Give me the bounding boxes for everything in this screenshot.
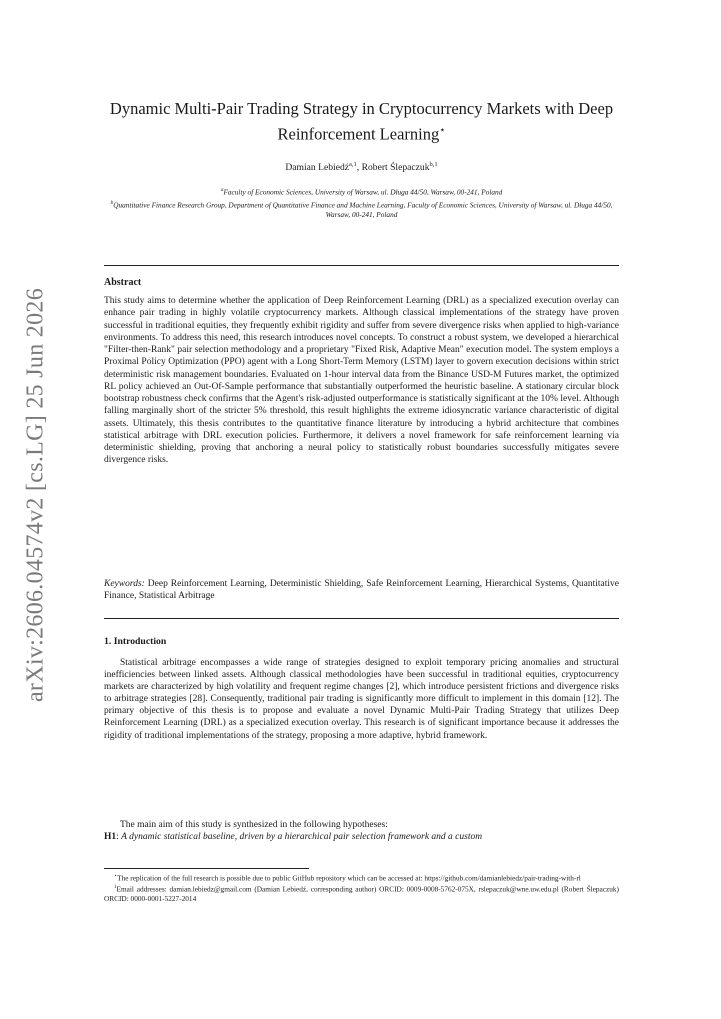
arxiv-identifier-text: arXiv:2606.04574v2 [cs.LG] 25 Jun 2026 [22,287,49,703]
arxiv-identifier-stamp [16,287,56,703]
abstract-bottom-rule [104,618,619,619]
keywords-label: Keywords: [104,579,145,589]
footnote-rule [104,868,309,869]
footnote-text: Email addresses: damian.lebiedz@gmail.com (Damian Lebiedź, corresponding author) ORCID: 0009-0008-5762-075X, rslepaczuk@wne.uw.edu.pl (Robert Ślepaczuk) ORCID: 0000-0001-5227-2014 [104,884,619,904]
hypothesis-separator: : [116,832,122,842]
hypothesis-h1 [104,831,619,843]
author-list [104,158,619,175]
hypothesis-label: H1 [104,832,117,842]
footnote-mark: 1 [114,885,117,891]
affiliation-text: Quantitative Finance Research Group, Department of Quantitative Finance and Machine Learning, Faculty of Economic Sciences, University of Warsaw, ul. Długa 44/50, Warsaw, 00-241, Poland [113,200,613,220]
author-name: Robert Ślepaczuk [361,162,430,174]
author-sup: b,1 [429,161,438,168]
section-heading-introduction: 1. Introduction [104,636,167,647]
keywords [104,578,619,603]
footnotes [104,872,619,904]
main-aim-sentence: The main aim of this study is synthesized in the following hypotheses: [120,820,388,830]
abstract-heading: Abstract [104,277,142,288]
abstract-text: This study aims to determine whether the application of Deep Reinforcement Learning (DRL) as a specialized execution overlay can enhance pair trading in highly volatile cryptocurrency markets. Although classical implementations of the strategy have proven successful in traditional equities, they frequently exhibit rigidity and suffer from severe divergence risks when applied to high-variance environments. To address this need, this research introduces novel concepts. To construct a robust system, we developed a hierarchical "Filter-then-Rank" pair selection methodology and a proprietary "Fixed Risk, Adaptive Mean" execution model. The system employs a Proximal Policy Optimization (PPO) agent with a Long Short-Term Memory (LSTM) layer to govern execution decisions within strict deterministic risk management boundaries. Evaluated on 1-hour interval data from the Binance USD-M Futures market, the optimized RL policy achieved an Out-Of-Sample performance that substantially outperformed the heuristic baseline. A stationary circular block bootstrap robustness check confirms that the Agent's risk-adjusted outperformance is statistically significant at the 10% level. Although falling marginally short of the stricter 5% threshold, this result highlights the extreme idiosyncratic variance characteristic of digital assets. Ultimately, this thesis contributes to the quantitative finance literature by introducing a hybrid architecture that combines statistical arbitrage with DRL execution policies. Furthermore, it delivers a novel framework for safe reinforcement learning via deterministic shielding, proving that anchoring a neural policy to statistically robust boundaries successfully mitigates severe divergence risks. [104,296,619,466]
footnote-mark: ⋆ [114,874,118,879]
affiliation-text: Faculty of Economic Sciences, University of Warsaw, ul. Długa 44/50, Warsaw, 00-241, Poland [223,187,503,197]
footnote-text: The replication of the full research is possible due to public GitHub repository which can be accessed at: https://github.com/damianlebiedz/pair-trading-with-rl [117,873,581,883]
author-separator: , [356,162,362,174]
author-name: Damian Lebiedź [285,162,350,174]
abstract-top-rule [104,265,619,266]
paper-title-text: Dynamic Multi-Pair Trading Strategy in Cryptocurrency Markets with Deep Reinforcement Learning [109,99,614,144]
hypothesis-text: A dynamic statistical baseline, driven by a hierarchical pair selection framework and a custom [121,832,483,842]
introduction-paragraph: Statistical arbitrage encompasses a wide range of strategies designed to exploit temporary pricing anomalies and structural inefficiencies between linked assets. Although classical methodologies have been successful in traditional equities, cryptocurrency markets are characterized by high volatility and frequent regime changes [2], which introduce persistent frictions and divergence risks to arbitrage strategies [28]. Consequently, traditional pair trading is significantly more difficult to implement in this domain [12]. The primary objective of this thesis is to propose and evaluate a novel Dynamic Multi-Pair Trading Strategy that utilizes Deep Reinforcement Learning (DRL) as a specialized execution overlay. This research is of significant importance because it addresses the rigidity of traditional implementations of the strategy, proposing a more adaptive, hybrid framework. [104,658,619,741]
footnote-item [104,883,619,904]
paper-title [104,98,619,146]
affiliation-item [104,198,619,221]
affiliations [104,185,619,220]
affiliation-sup: a [220,187,224,193]
author-sup: a,1 [349,161,357,168]
affiliation-sup: b [110,199,114,206]
title-footnote-mark: ⋆ [439,125,446,136]
footnote-item [104,872,619,883]
keywords-text: Deep Reinforcement Learning, Deterministic Shielding, Safe Reinforcement Learning, Hierarchical Systems, Quantitative Finance, Statistical Arbitrage [104,579,620,602]
affiliation-item [104,185,619,198]
